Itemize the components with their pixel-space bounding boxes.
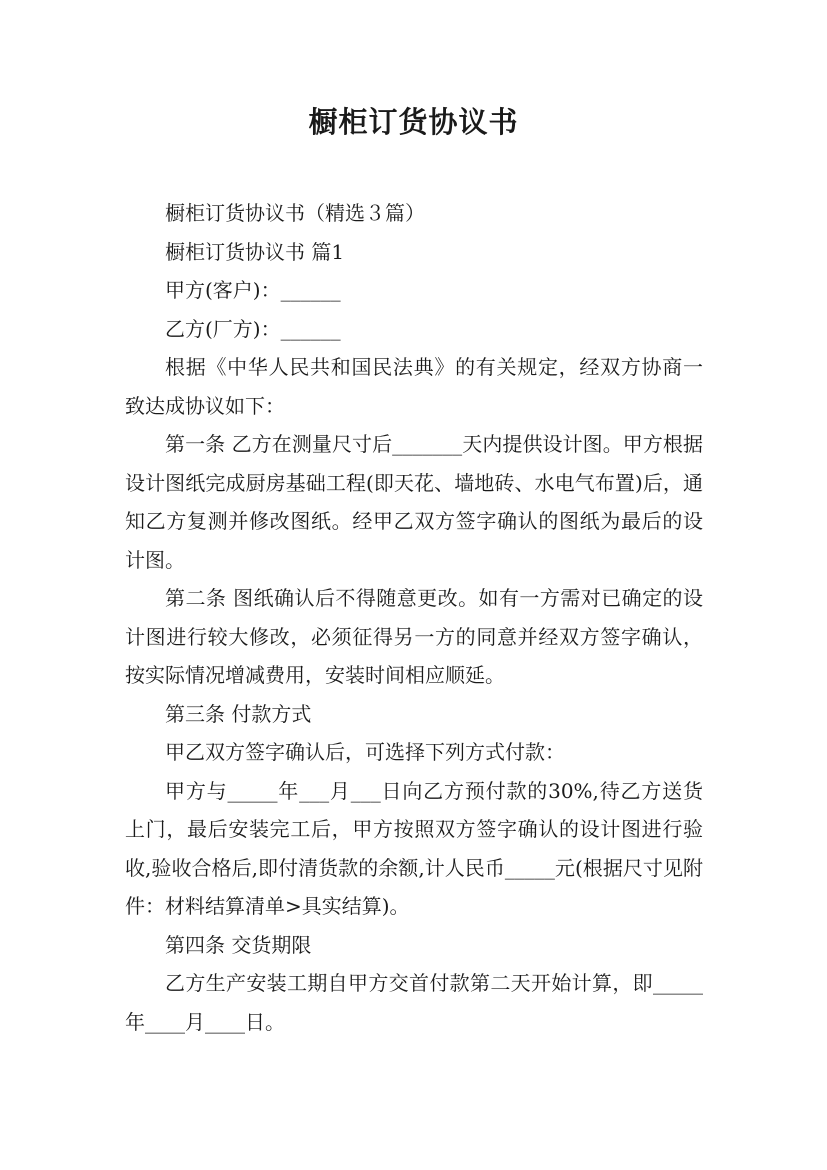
preamble-paragraph: 根据《中华人民共和国民法典》的有关规定，经双方协商一致达成协议如下： [125,355,703,418]
article-2-paragraph: 第二条 图纸确认后不得随意更改。如有一方需对已确定的设计图进行较大修改，必须征得另一方的同意并经双方签字确认，按实际情况增减费用，安装时间相应顺延。 [125,586,703,687]
document-body [125,194,703,1041]
article-1-paragraph: 第一条 乙方在测量尺寸后_______天内提供设计图。甲方根据设计图纸完成厨房基础工程(即天花、墙地砖、水电气布置)后，通知乙方复测并修改图纸。经甲乙双方签字确认的图纸为最后的设计图。 [125,432,703,572]
party-a-line: 甲方(客户)：______ [165,278,341,302]
payment-terms-paragraph: 甲方与_____年___月___日向乙方预付款的30%,待乙方送货上门，最后安装完工后，甲方按照双方签字确认的设计图进行验收,验收合格后,即付清货款的余额,计人民币_____元(根据尺寸见附件：材料结算清单>具实结算)。 [125,778,703,918]
article-3-heading: 第三条 付款方式 [165,701,312,726]
payment-intro-paragraph: 甲乙双方签字确认后，可选择下列方式付款： [165,740,565,764]
delivery-terms-paragraph: 乙方生产安装工期自甲方交首付款第二天开始计算，即_____年____月____日。 [125,971,703,1034]
section-heading: 橱柜订货协议书 篇1 [165,239,345,264]
party-b-line: 乙方(厂方)：______ [165,316,341,341]
subtitle-paragraph: 橱柜订货协议书（精选３篇） [165,201,425,225]
article-4-heading: 第四条 交货期限 [165,932,312,957]
document-title: 橱柜订货协议书 [308,105,519,139]
